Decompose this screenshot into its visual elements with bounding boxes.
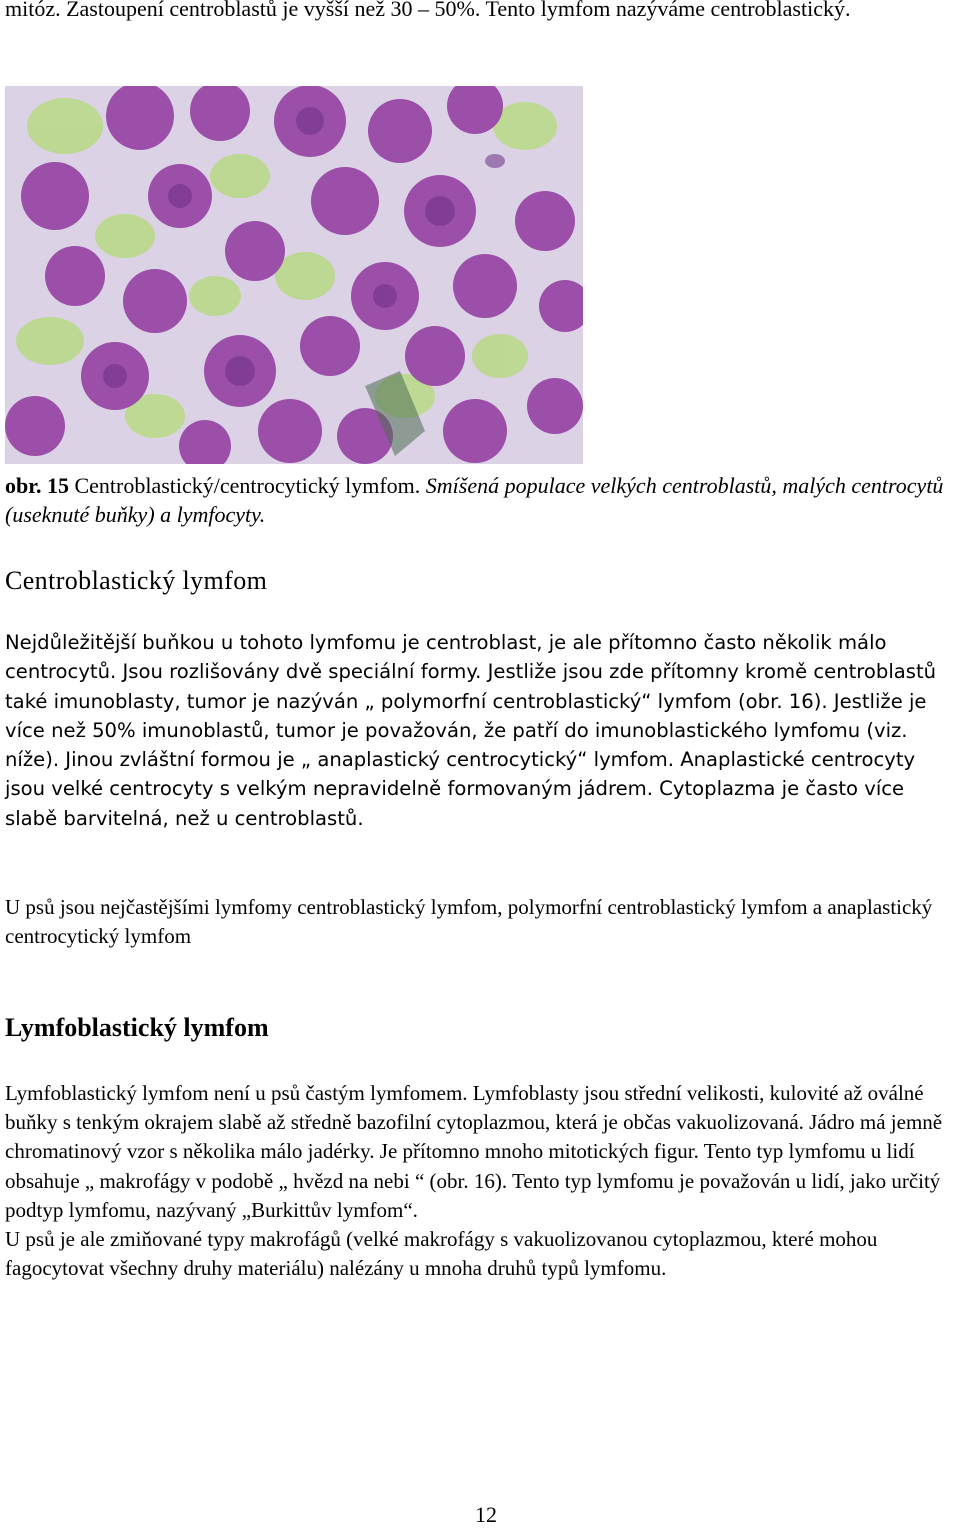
lymphoblastic-paragraph-2: U psů je ale zmiňované typy makrofágů (velké makrofágy s vakuolizovanou cytoplazmou, které mohou fagocytovat všechny druhy materiálu) nalézány u mnoha druhů typů lymfomu. xyxy=(5,1227,878,1281)
figure-caption xyxy=(5,471,950,529)
micrograph-image xyxy=(5,86,583,464)
caption-description: Smíšená populace velkých centroblastů, malých centrocytů (useknuté buňky) a lymfocyty. xyxy=(5,473,944,527)
caption-label: obr. 15 xyxy=(5,473,69,498)
caption-title: Centroblastický/centrocytický lymfom. xyxy=(68,473,421,498)
intro-text: mitóz. Zastoupení centroblastů je vyšší než 30 – 50%. Tento lymfom nazýváme centroblastický. xyxy=(5,0,851,21)
heading-lymphoblastic-lymphoma: Lymfoblastický lymfom xyxy=(5,1013,269,1042)
dogs-lymphoma-paragraph: U psů jsou nejčastějšími lymfomy centroblastický lymfom, polymorfní centroblastický lymfom a anaplastický centrocytický lymfom xyxy=(5,895,933,948)
page-number: 12 xyxy=(475,1502,497,1527)
micrograph-figure-15 xyxy=(5,86,583,464)
heading-centroblastic-lymphoma: Centroblastický lymfom xyxy=(5,566,268,595)
lymphoblastic-section xyxy=(5,1079,950,1283)
lymphoblastic-paragraph-1: Lymfoblastický lymfom není u psů častým lymfomem. Lymfoblasty jsou střední velikosti, kulovité až oválné buňky s tenkým okrajem slabě až středně bazofilní cytoplazmou, která je občas vakuolizovaná. Jádro má jemně chromatinový vzor s několika málo jadérky. Je přítomno mnoho mitotických figur. Tento typ lymfomu u lidí obsahuje „ makrofágy v podobě „ hvězd na nebi “ (obr. 16). Tento typ lymfomu je považován u lidí, jako určitý podtyp lymfomu, nazývaný „Burkittův lymfom“. xyxy=(5,1081,943,1222)
centroblastic-paragraph: Nejdůležitější buňkou u tohoto lymfomu je centroblast, je ale přítomno často několik málo centrocytů. Jsou rozlišovány dvě speciální formy. Jestliže jsou zde přítomny kromě centroblastů také imunoblasty, tumor je nazýván „ polymorfní centroblastický“ lymfom (obr. 16). Jestliže je více než 50% imunoblastů, tumor je považován, že patří do imunoblastického lymfomu (viz. níže). Jinou zvláštní formou je „ anaplastický centrocytický“ lymfom. Anaplastické centrocyty jsou velké centrocyty s velkým nepravidelně formovaným jádrem. Cytoplazma je často více slabě barvitelná, než u centroblastů. xyxy=(5,631,937,830)
